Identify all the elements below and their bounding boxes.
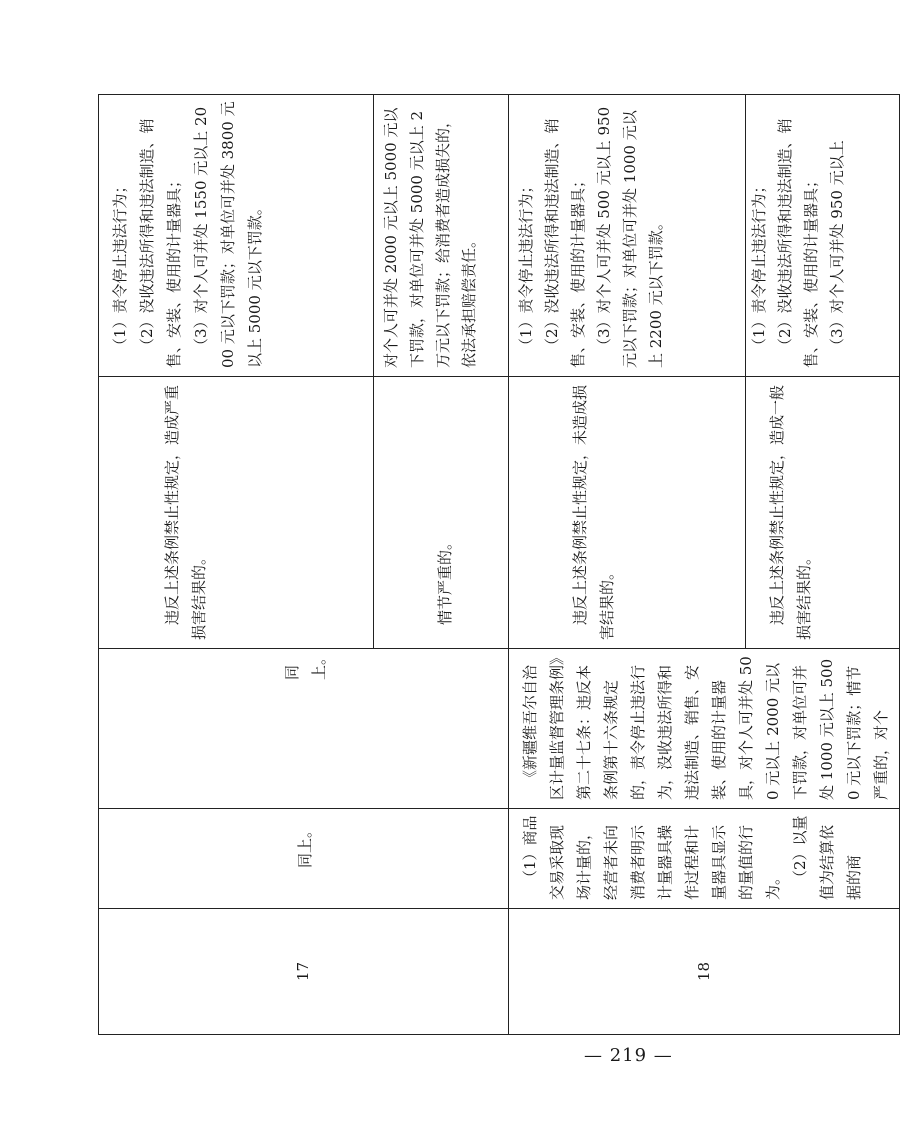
behavior-cell-17: 同上。: [99, 809, 509, 909]
page-number: — 219 —: [584, 1045, 673, 1066]
behavior-line: （1）商品交易采取现场计量的，经营者未向消费者明示计量器具操作过程和计量器具显示的量值的行为。: [521, 815, 782, 900]
basis-cell-17: 同上。: [99, 649, 509, 809]
behavior-cell-18: [509, 809, 900, 909]
penalty-line: 对个人可并处 2000 元以上 5000 元以下罚款，对单位可并处 5000 元以上 2 万元以下罚款；给消费者造成损失的，依法承担赔偿责任。: [382, 107, 478, 368]
circumstance-cell-18-2: [746, 377, 900, 649]
rotated-table-page: [98, 95, 890, 1035]
circumstance-cell-17-2: [374, 377, 509, 649]
basis-text: 《新疆维吾尔自治区计量监督管理条例》第二十七条：违反本条例第十六条规定的，责令停止违法行为，没收违法所得和违法制造、销售、安装、使用的计量器具，对个人可并处 500 元以上 2000 元以下罚款，对单位可并处 1000 元以上 5000 元以下罚款；情节严重的，对个: [521, 656, 890, 800]
circumstance-cell-18-1: [509, 377, 746, 649]
penalty-line: （3）对个人可并处 1550 元以上 2000 元以下罚款；对单位可并处 3800 元以上 5000 元以下罚款。: [192, 101, 264, 368]
penalty-cell-18-2: [746, 95, 900, 377]
penalty-standard-table: [98, 94, 900, 1035]
behavior-line: （2）以量值为结算依据的商: [791, 815, 863, 900]
penalty-line: （3）对个人可并处 950 元以上: [828, 140, 847, 353]
penalty-cell-17-1: [99, 95, 374, 377]
penalty-line: （2）没收违法所得和违法制造、销售、安装、使用的计量器具；: [138, 118, 183, 368]
circumstance-cell-17-1: [99, 377, 374, 649]
table-row-17: [99, 95, 374, 1035]
penalty-line: （3）对个人可并处 500 元以上 950 元以下罚款；对单位可并处 1000 元以上 2200 元以下罚款。: [595, 106, 665, 368]
penalty-line: （1）责令停止违法行为；: [517, 178, 535, 353]
penalty-cell-18-1: [509, 95, 746, 377]
basis-cell-18: [509, 649, 900, 809]
circumstance-text: 违反上述条例禁止性规定，造成一般损害结果的。: [768, 384, 814, 640]
row-number-17: 17: [99, 909, 509, 1035]
penalty-cell-17-2: [374, 95, 509, 377]
circumstance-text: 情节严重的。: [436, 534, 454, 625]
circumstance-text: 违反上述条例禁止性规定，造成严重损害结果的。: [163, 384, 208, 640]
row-number-18: 18: [509, 909, 900, 1035]
table-row-18: [509, 95, 746, 1035]
penalty-line: （1）责令停止违法行为；: [750, 178, 769, 353]
penalty-line: （1）责令停止违法行为；: [111, 178, 129, 353]
penalty-line: （2）没收违法所得和违法制造、销售、安装、使用的计量器具；: [776, 118, 821, 368]
penalty-line: （2）没收违法所得和违法制造、销售、安装、使用的计量器具；: [543, 118, 587, 368]
circumstance-text: 违反上述条例禁止性规定，未造成损害结果的。: [571, 384, 616, 640]
